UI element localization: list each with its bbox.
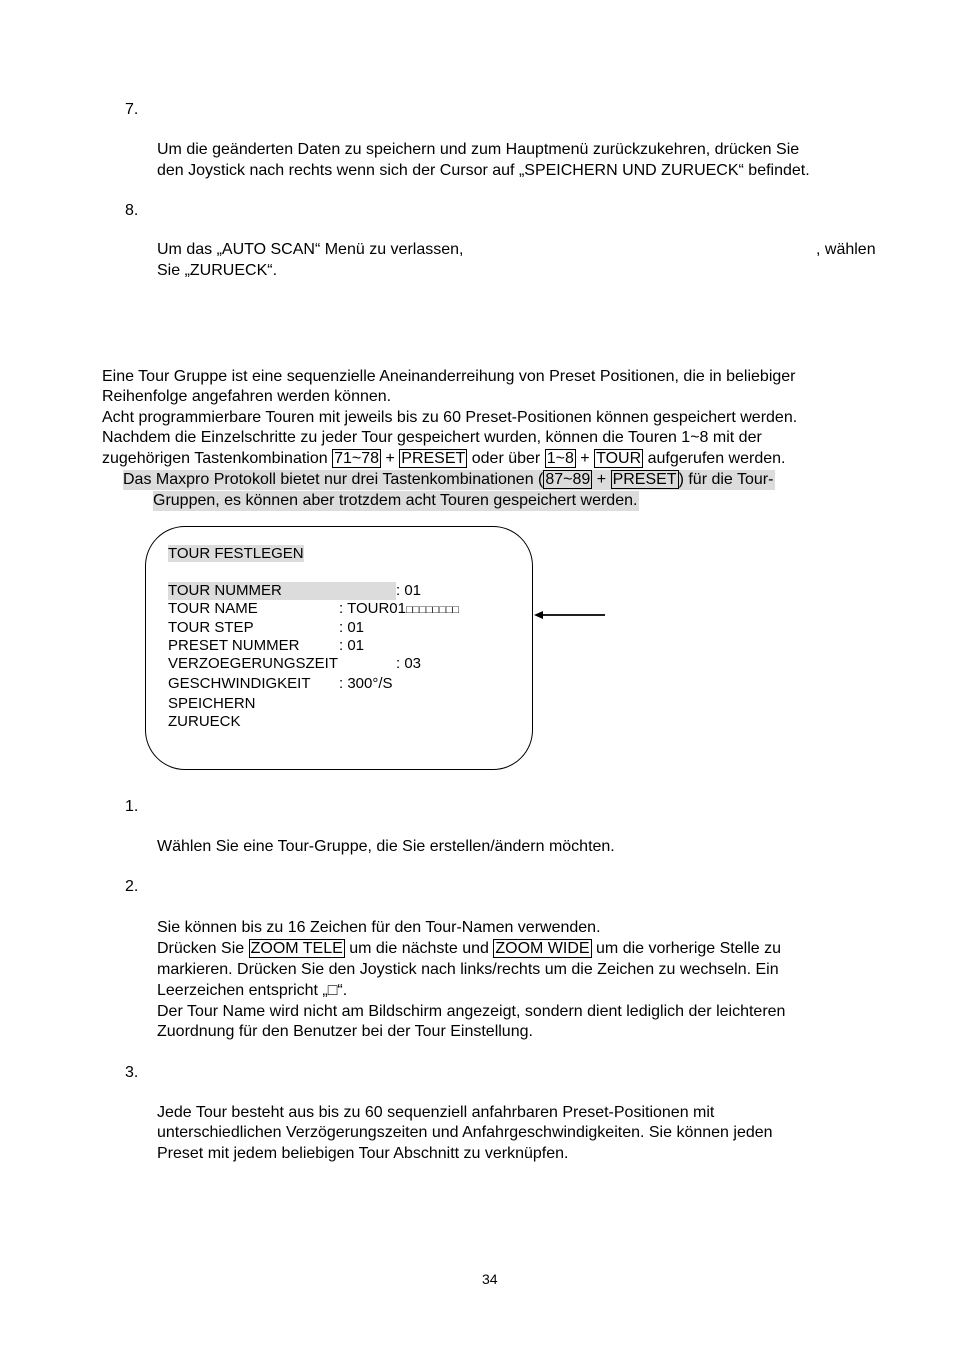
item-2-line6: Zuordnung für den Benutzer bei der Tour Einstellung. [157,1023,533,1040]
item-2-line2-text-b: um die nächste und [349,940,489,957]
plus-sign: + [385,450,395,467]
intro-line1: Eine Tour Gruppe ist eine sequenzielle Aneinanderreihung von Preset Positionen, die in beliebiger [102,368,796,385]
key-tour: TOUR [596,450,642,467]
maxpro-note-line2: Gruppen, es können aber trotzdem acht Touren gespeichert werden. [153,492,638,509]
step-7-text-line1: Um die geänderten Daten zu speichern und zum Hauptmenü zurückzukehren, drücken Sie [157,141,800,158]
menu-geschwindigkeit-value: : 300°/S [339,675,393,692]
menu-tour-name-blanks: □□□□□□□□ [405,604,460,616]
step-8-text-line2: Sie „ZURUECK“. [157,262,278,279]
plus-sign: + [596,471,607,488]
intro-line4: Nachdem die Einzelschritte zu jeder Tour gespeichert wurden, können die Touren 1~8 mit der [102,429,762,446]
menu-tour-name-value [339,600,459,617]
step-7-number: 7. [125,101,139,118]
item-2-line2-text-c: um die vorherige Stelle zu [596,940,781,957]
pointer-arrow-icon [532,607,612,623]
menu-tour-name-label: TOUR NAME [168,600,258,617]
key-1-8: 1~8 [546,450,574,467]
intro-line2: Reihenfolge angefahren werden können. [102,388,392,405]
intro-line5 [102,449,785,469]
step-8-text-line1a: Um das „AUTO SCAN“ Menü zu verlassen, [157,241,464,258]
key-zoom-wide: ZOOM WIDE [495,940,590,957]
key-preset: PRESET [612,471,677,488]
intro-line5-text-c: aufgerufen werden. [647,450,786,467]
key-preset: PRESET [401,450,466,467]
plus-sign: + [580,450,590,467]
menu-verzoegerung-label: VERZOEGERUNGSZEIT [168,655,339,672]
menu-speichern: SPEICHERN [168,695,256,712]
step-8-text-line1b: , wählen [816,241,876,258]
menu-tour-name-text: : TOUR01 [339,600,406,617]
item-1-text: Wählen Sie eine Tour-Gruppe, die Sie erstellen/ändern möchten. [157,838,615,855]
item-2-line2-text-a: Drücken Sie [157,940,245,957]
menu-title: TOUR FESTLEGEN [168,545,304,562]
key-71-78: 71~78 [334,450,380,467]
menu-geschwindigkeit-label: GESCHWINDIGKEIT [168,675,311,692]
menu-preset-nummer-value: : 01 [339,637,365,654]
maxpro-note-text-b: ) für die Tour- [678,471,774,488]
menu-verzoegerung-value: : 03 [396,655,422,672]
item-2-line5: Der Tour Name wird nicht am Bildschirm angezeigt, sondern dient lediglich der leichteren [157,1003,786,1020]
item-2-number: 2. [125,878,139,895]
step-8-number: 8. [125,202,139,219]
key-87-89: 87~89 [545,471,591,488]
intro-line5-text-a: zugehörigen Tastenkombination [102,450,328,467]
page-number: 34 [482,1271,498,1287]
intro-line5-text-b: oder über [471,450,541,467]
intro-line3: Acht programmierbare Touren mit jeweils bis zu 60 Preset-Positionen können gespeichert werden. [102,409,798,426]
key-zoom-tele: ZOOM TELE [250,940,343,957]
menu-tour-nummer-value: : 01 [396,582,422,599]
menu-tour-step-value: : 01 [339,619,365,636]
menu-tour-step-label: TOUR STEP [168,619,254,636]
item-2-line2 [157,939,781,959]
item-3-line3: Preset mit jedem beliebigen Tour Abschnitt zu verknüpfen. [157,1145,569,1162]
item-3-line1: Jede Tour besteht aus bis zu 60 sequenziell anfahrbaren Preset-Positionen mit [157,1104,715,1121]
item-2-line4: Leerzeichen entspricht „□“. [157,982,348,999]
step-7-text-line2: den Joystick nach rechts wenn sich der Cursor auf „SPEICHERN UND ZURUECK“ befindet. [157,162,810,179]
menu-preset-nummer-label: PRESET NUMMER [168,637,300,654]
menu-tour-nummer-label: TOUR NUMMER [168,582,396,600]
item-2-line3: markieren. Drücken Sie den Joystick nach links/rechts um die Zeichen zu wechseln. Ein [157,961,779,978]
item-1-number: 1. [125,798,139,815]
maxpro-note-text-a: Das Maxpro Protokoll bietet nur drei Tastenkombinationen ( [123,471,544,488]
item-3-number: 3. [125,1064,139,1081]
item-2-line1: Sie können bis zu 16 Zeichen für den Tour-Namen verwenden. [157,919,601,936]
maxpro-note-line1 [123,470,775,490]
item-3-line2: unterschiedlichen Verzögerungszeiten und Anfahrgeschwindigkeiten. Sie können jeden [157,1124,773,1141]
menu-zurueck: ZURUECK [168,713,241,730]
